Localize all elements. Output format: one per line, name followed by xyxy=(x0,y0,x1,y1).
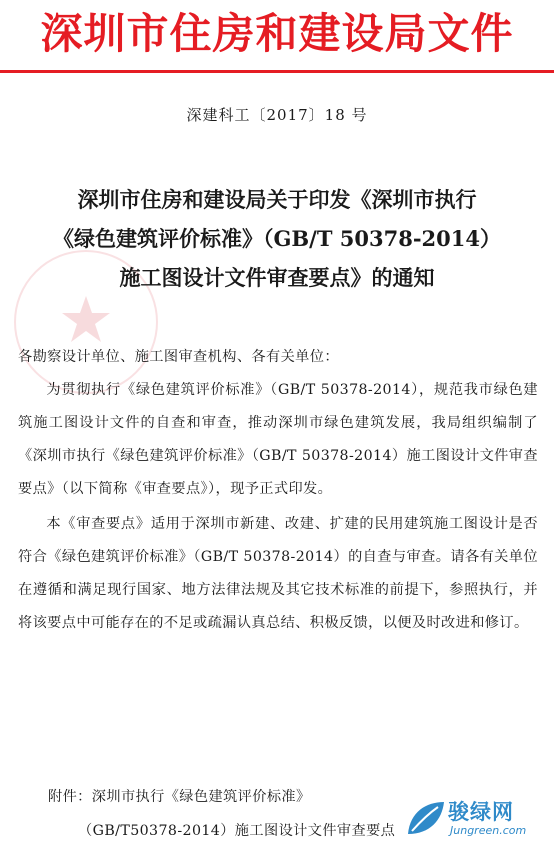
site-watermark xyxy=(404,790,554,850)
letterhead-title: 深圳市住房和建设局文件 xyxy=(40,9,514,58)
leaf-logo-icon xyxy=(404,798,446,840)
title-line-1: 深圳市住房和建设局关于印发《深圳市执行 xyxy=(77,187,477,212)
attachment-line-1: 附件：深圳市执行《绿色建筑评价标准》 xyxy=(48,789,311,805)
paragraph-1: 为贯彻执行《绿色建筑评价标准》（GB/T 50378-2014），规范我市绿色建筑施工图设计文件的自查和审查，推动深圳市绿色建筑发展，我局组织编制了《深圳市执行《绿色建筑评价标准》（GB/T 50378-2014）施工图设计文件审查要点》（以下简称《审查要点》），现予正式印发。 xyxy=(18,382,538,497)
document-body xyxy=(18,341,538,640)
title-line-3: 施工图设计文件审查要点》的通知 xyxy=(119,265,435,290)
salutation: 各勘察设计单位、施工图审查机构、各有关单位： xyxy=(18,349,339,365)
letterhead-divider xyxy=(0,70,554,73)
attachment-line-2: （GB/T50378-2014）施工图设计文件审查要点 xyxy=(78,823,396,839)
title-line-2: 《绿色建筑评价标准》（GB/T 50378-2014） xyxy=(52,226,501,251)
seal-star-icon xyxy=(60,294,112,346)
watermark-name: 骏绿网 xyxy=(448,800,514,824)
paragraph-2: 本《审查要点》适用于深圳市新建、改建、扩建的民用建筑施工图设计是否符合《绿色建筑评价标准》（GB/T 50378-2014）的自查与审查。请各有关单位在遵循和满足现行国家、地方法律法规及其它技术标准的前提下，参照执行，并将该要点中可能存在的不足或疏漏认真总结、积极反馈，以便及时改进和修订。 xyxy=(18,516,538,631)
document-number: 深建科工〔2017〕18 号 xyxy=(186,106,368,124)
document-title xyxy=(10,180,544,297)
watermark-url: Jungreen.com xyxy=(450,824,527,837)
